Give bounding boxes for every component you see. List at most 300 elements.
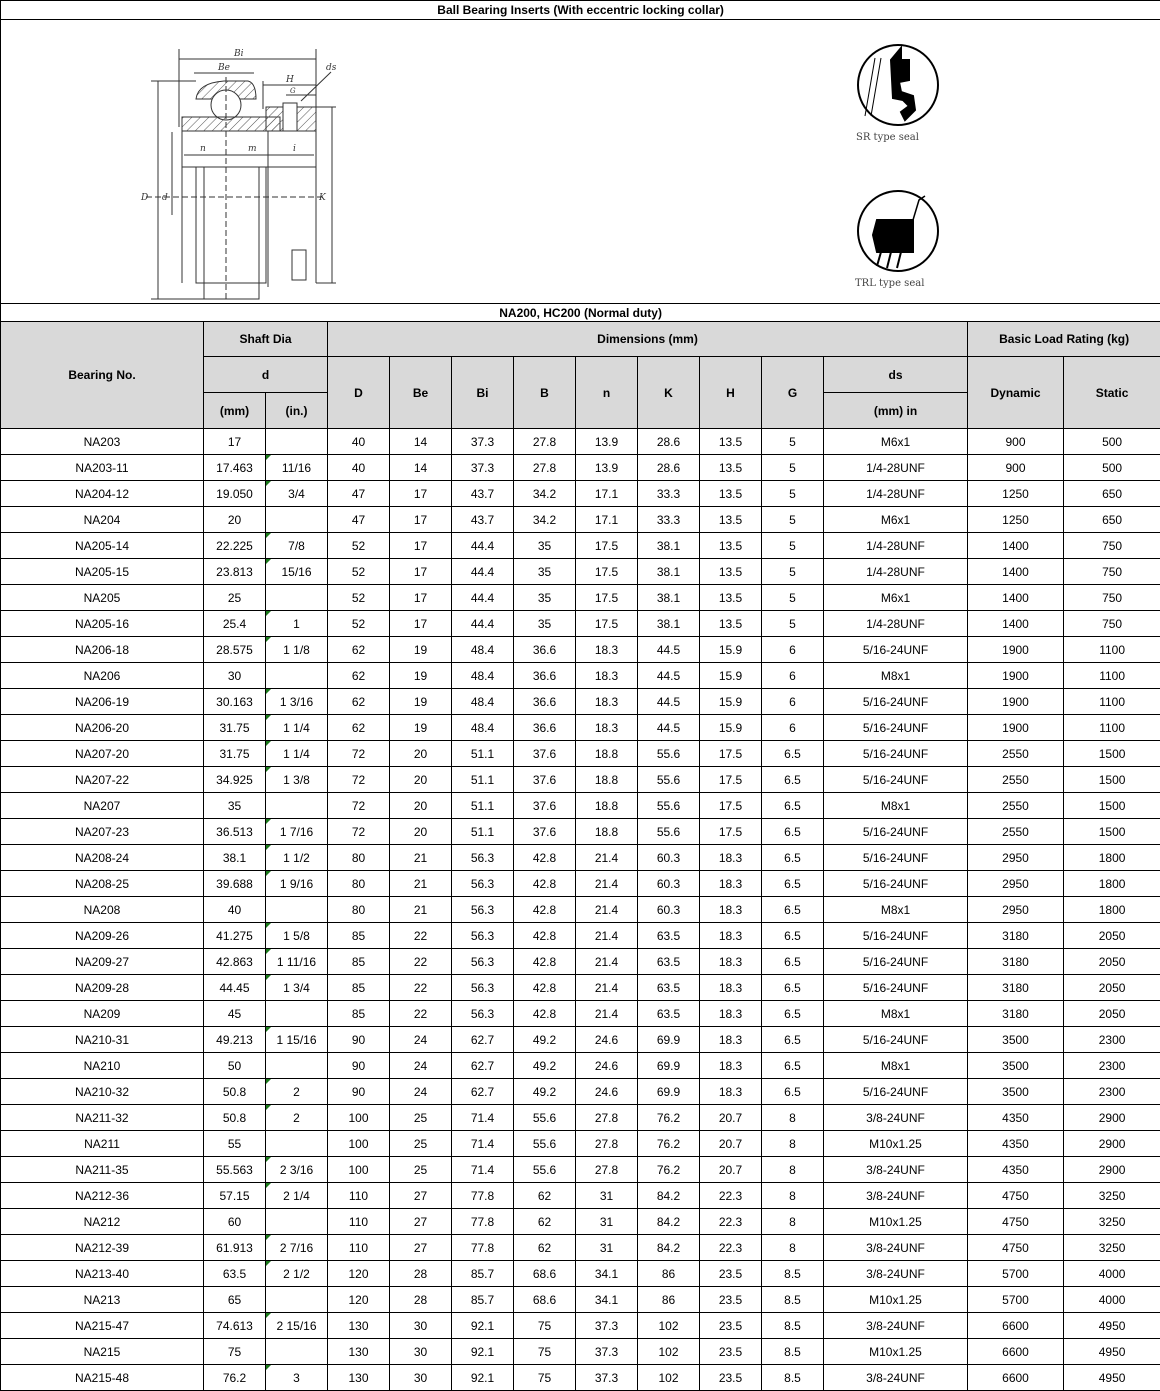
cell-bearing-no: NA207-23 [1,819,204,845]
cell-bearing-no: NA206-18 [1,637,204,663]
cell-D: 40 [328,429,390,455]
cell-H: 17.5 [700,767,762,793]
table-row [1,793,1160,819]
cell-B: 35 [514,559,576,585]
cell-B: 55.6 [514,1105,576,1131]
cell-D: 110 [328,1209,390,1235]
header-Bi: Bi [452,357,514,429]
cell-d-in [266,897,328,923]
table-row [1,1287,1160,1313]
cell-d-in [266,1209,328,1235]
cell-n: 13.9 [576,455,638,481]
cell-Be: 24 [390,1053,452,1079]
cell-B: 36.6 [514,663,576,689]
cell-Bi: 51.1 [452,793,514,819]
cell-K: 60.3 [638,845,700,871]
cell-K: 69.9 [638,1079,700,1105]
cell-G: 8 [762,1209,824,1235]
cell-static: 1100 [1064,663,1160,689]
cell-bearing-no: NA211-35 [1,1157,204,1183]
cell-static: 1100 [1064,637,1160,663]
cell-G: 5 [762,429,824,455]
cell-ds: M10x1.25 [824,1209,968,1235]
cell-K: 38.1 [638,585,700,611]
cell-Be: 28 [390,1261,452,1287]
table-row [1,1339,1160,1365]
cell-d-mm: 75 [204,1339,266,1365]
cell-d-mm: 49.213 [204,1027,266,1053]
cell-d-in: 2 1/2 [266,1261,328,1287]
cell-dynamic: 2550 [968,767,1064,793]
cell-G: 8 [762,1183,824,1209]
cell-d-mm: 40 [204,897,266,923]
cell-D: 72 [328,793,390,819]
cell-H: 13.5 [700,559,762,585]
cell-H: 13.5 [700,533,762,559]
cell-D: 110 [328,1235,390,1261]
cell-n: 17.5 [576,585,638,611]
table-row [1,585,1160,611]
cell-d-mm: 25.4 [204,611,266,637]
cell-K: 33.3 [638,507,700,533]
cell-Be: 14 [390,429,452,455]
cell-B: 75 [514,1339,576,1365]
cell-static: 750 [1064,611,1160,637]
cell-bearing-no: NA205-14 [1,533,204,559]
cell-B: 62 [514,1235,576,1261]
cell-D: 62 [328,637,390,663]
series-subtitle: NA200, HC200 (Normal duty) [1,304,1160,322]
cell-K: 55.6 [638,819,700,845]
cell-Be: 22 [390,923,452,949]
cell-d-mm: 55 [204,1131,266,1157]
cell-Bi: 71.4 [452,1157,514,1183]
cell-ds: 3/8-24UNF [824,1261,968,1287]
cell-dynamic: 4350 [968,1157,1064,1183]
cell-B: 42.8 [514,975,576,1001]
cell-B: 35 [514,585,576,611]
sr-seal-label: SR type seal [856,132,919,143]
cell-ds: M8x1 [824,663,968,689]
table-row [1,819,1160,845]
cell-static: 1500 [1064,767,1160,793]
cell-dynamic: 2550 [968,819,1064,845]
cell-G: 6.5 [762,1053,824,1079]
cell-dynamic: 1900 [968,637,1064,663]
cell-D: 80 [328,845,390,871]
cell-K: 44.5 [638,663,700,689]
cell-K: 86 [638,1261,700,1287]
cell-G: 5 [762,585,824,611]
cell-G: 5 [762,455,824,481]
cell-D: 120 [328,1261,390,1287]
cell-K: 38.1 [638,559,700,585]
cell-B: 42.8 [514,949,576,975]
table-row [1,949,1160,975]
cell-static: 650 [1064,507,1160,533]
cell-d-in: 1 7/16 [266,819,328,845]
cell-D: 90 [328,1027,390,1053]
cell-d-in [266,507,328,533]
cell-ds: M6x1 [824,429,968,455]
cell-ds: 1/4-28UNF [824,481,968,507]
cell-G: 8.5 [762,1313,824,1339]
cell-G: 8.5 [762,1365,824,1391]
cell-Be: 21 [390,897,452,923]
cell-Bi: 92.1 [452,1313,514,1339]
cell-H: 18.3 [700,897,762,923]
label-n: n [200,144,206,154]
cell-H: 17.5 [700,819,762,845]
cell-B: 34.2 [514,481,576,507]
cell-B: 34.2 [514,507,576,533]
cell-H: 23.5 [700,1261,762,1287]
cell-D: 62 [328,689,390,715]
cell-ds: 1/4-28UNF [824,559,968,585]
cell-n: 21.4 [576,897,638,923]
cell-d-mm: 65 [204,1287,266,1313]
cell-d-in: 1 3/4 [266,975,328,1001]
cell-d-in: 2 7/16 [266,1235,328,1261]
table-row [1,1157,1160,1183]
cell-B: 27.8 [514,429,576,455]
cell-d-in [266,1287,328,1313]
cell-bearing-no: NA210 [1,1053,204,1079]
cell-d-in: 1 1/2 [266,845,328,871]
cell-n: 21.4 [576,845,638,871]
cell-static: 2300 [1064,1053,1160,1079]
cell-K: 76.2 [638,1131,700,1157]
cell-n: 37.3 [576,1365,638,1391]
cell-n: 31 [576,1235,638,1261]
cell-d-mm: 28.575 [204,637,266,663]
cell-B: 55.6 [514,1157,576,1183]
cell-H: 23.5 [700,1365,762,1391]
cell-B: 42.8 [514,923,576,949]
cell-K: 63.5 [638,1001,700,1027]
cell-K: 55.6 [638,767,700,793]
cell-G: 6.5 [762,897,824,923]
cell-d-mm: 34.925 [204,767,266,793]
cell-H: 18.3 [700,949,762,975]
cell-d-in: 1 3/8 [266,767,328,793]
cell-static: 4950 [1064,1365,1160,1391]
cell-K: 38.1 [638,533,700,559]
cell-n: 27.8 [576,1105,638,1131]
cell-n: 27.8 [576,1157,638,1183]
cell-K: 60.3 [638,871,700,897]
cell-Be: 21 [390,845,452,871]
cell-ds: 1/4-28UNF [824,611,968,637]
cell-ds: M8x1 [824,897,968,923]
cell-dynamic: 1900 [968,715,1064,741]
cell-n: 31 [576,1209,638,1235]
cell-Bi: 92.1 [452,1365,514,1391]
trl-seal-label: TRL type seal [855,278,925,289]
cell-ds: M6x1 [824,507,968,533]
cell-dynamic: 4750 [968,1183,1064,1209]
label-be: Be [218,63,230,73]
table-row [1,455,1160,481]
cell-dynamic: 1250 [968,481,1064,507]
cell-Be: 22 [390,1001,452,1027]
cell-H: 18.3 [700,1053,762,1079]
cell-Bi: 71.4 [452,1131,514,1157]
cell-G: 6.5 [762,949,824,975]
cell-d-in [266,1339,328,1365]
table-row [1,1209,1160,1235]
cell-n: 17.1 [576,481,638,507]
bearing-cross-section-drawing [136,37,366,302]
cell-d-mm: 30.163 [204,689,266,715]
cell-dynamic: 4750 [968,1209,1064,1235]
cell-d-mm: 57.15 [204,1183,266,1209]
cell-B: 62 [514,1183,576,1209]
cell-Bi: 44.4 [452,559,514,585]
cell-bearing-no: NA211-32 [1,1105,204,1131]
cell-D: 100 [328,1131,390,1157]
cell-Be: 17 [390,611,452,637]
cell-ds: 1/4-28UNF [824,455,968,481]
cell-D: 80 [328,897,390,923]
cell-d-in [266,429,328,455]
cell-d-mm: 23.813 [204,559,266,585]
cell-d-mm: 19.050 [204,481,266,507]
cell-H: 15.9 [700,689,762,715]
cell-n: 34.1 [576,1261,638,1287]
cell-d-mm: 36.513 [204,819,266,845]
header-dimensions: Dimensions (mm) [328,322,968,357]
cell-G: 6.5 [762,975,824,1001]
cell-d-mm: 31.75 [204,715,266,741]
table-body [1,429,1160,1391]
cell-Be: 22 [390,949,452,975]
cell-K: 69.9 [638,1027,700,1053]
cell-B: 49.2 [514,1027,576,1053]
cell-H: 15.9 [700,637,762,663]
drawing-area [1,20,1160,304]
cell-dynamic: 3500 [968,1079,1064,1105]
cell-static: 750 [1064,585,1160,611]
cell-dynamic: 3180 [968,923,1064,949]
cell-ds: 5/16-24UNF [824,741,968,767]
cell-Bi: 44.4 [452,585,514,611]
cell-D: 85 [328,923,390,949]
cell-Be: 21 [390,871,452,897]
cell-B: 35 [514,533,576,559]
cell-K: 28.6 [638,455,700,481]
cell-Bi: 48.4 [452,637,514,663]
cell-n: 13.9 [576,429,638,455]
table-row [1,637,1160,663]
header-dynamic: Dynamic [968,357,1064,429]
cell-d-mm: 74.613 [204,1313,266,1339]
cell-ds: 5/16-24UNF [824,923,968,949]
cell-static: 1800 [1064,871,1160,897]
cell-static: 750 [1064,533,1160,559]
cell-d-in: 1 1/4 [266,715,328,741]
cell-G: 6.5 [762,845,824,871]
cell-H: 23.5 [700,1313,762,1339]
cell-D: 110 [328,1183,390,1209]
cell-D: 72 [328,741,390,767]
cell-ds: 3/8-24UNF [824,1183,968,1209]
cell-G: 8 [762,1105,824,1131]
cell-Bi: 37.3 [452,429,514,455]
cell-ds: 5/16-24UNF [824,637,968,663]
cell-K: 76.2 [638,1157,700,1183]
header-ds-unit: (mm) in [824,393,968,429]
header-Be: Be [390,357,452,429]
cell-ds: 3/8-24UNF [824,1365,968,1391]
cell-ds: 5/16-24UNF [824,715,968,741]
cell-K: 63.5 [638,975,700,1001]
cell-G: 5 [762,611,824,637]
cell-static: 1100 [1064,715,1160,741]
cell-Be: 27 [390,1183,452,1209]
cell-D: 52 [328,559,390,585]
cell-B: 49.2 [514,1053,576,1079]
header-ds: ds [824,357,968,393]
cell-d-in: 1 11/16 [266,949,328,975]
cell-Bi: 56.3 [452,949,514,975]
cell-Bi: 56.3 [452,871,514,897]
cell-D: 120 [328,1287,390,1313]
label-i: i [293,144,296,154]
cell-D: 130 [328,1339,390,1365]
cell-G: 5 [762,533,824,559]
cell-K: 28.6 [638,429,700,455]
cell-Be: 14 [390,455,452,481]
cell-D: 47 [328,507,390,533]
cell-dynamic: 1400 [968,611,1064,637]
cell-Be: 28 [390,1287,452,1313]
cell-Bi: 56.3 [452,845,514,871]
cell-bearing-no: NA210-32 [1,1079,204,1105]
cell-dynamic: 5700 [968,1287,1064,1313]
cell-ds: M10x1.25 [824,1131,968,1157]
cell-K: 63.5 [638,923,700,949]
cell-n: 18.8 [576,793,638,819]
cell-dynamic: 1900 [968,663,1064,689]
cell-n: 18.3 [576,715,638,741]
cell-D: 85 [328,949,390,975]
cell-Be: 20 [390,767,452,793]
cell-Be: 17 [390,507,452,533]
cell-Bi: 77.8 [452,1209,514,1235]
cell-dynamic: 4350 [968,1105,1064,1131]
cell-G: 5 [762,559,824,585]
cell-bearing-no: NA212-39 [1,1235,204,1261]
table-row [1,1053,1160,1079]
cell-H: 18.3 [700,1027,762,1053]
cell-D: 85 [328,975,390,1001]
cell-H: 15.9 [700,663,762,689]
cell-n: 17.5 [576,611,638,637]
cell-K: 102 [638,1339,700,1365]
cell-d-mm: 20 [204,507,266,533]
cell-n: 18.3 [576,689,638,715]
cell-static: 4950 [1064,1339,1160,1365]
cell-H: 20.7 [700,1105,762,1131]
cell-B: 49.2 [514,1079,576,1105]
cell-Bi: 48.4 [452,715,514,741]
table-row [1,1001,1160,1027]
cell-Be: 17 [390,533,452,559]
cell-G: 6.5 [762,871,824,897]
table-row [1,559,1160,585]
cell-dynamic: 3500 [968,1027,1064,1053]
cell-G: 6.5 [762,1027,824,1053]
table-row [1,1313,1160,1339]
cell-B: 42.8 [514,1001,576,1027]
cell-static: 1100 [1064,689,1160,715]
cell-D: 85 [328,1001,390,1027]
cell-bearing-no: NA213 [1,1287,204,1313]
label-m: m [248,144,257,154]
label-ds: ds [326,63,337,73]
cell-H: 13.5 [700,455,762,481]
cell-G: 6 [762,663,824,689]
table-row [1,663,1160,689]
cell-K: 69.9 [638,1053,700,1079]
label-K: K [319,193,326,203]
cell-Bi: 51.1 [452,741,514,767]
cell-d-in: 2 3/16 [266,1157,328,1183]
cell-H: 18.3 [700,1001,762,1027]
cell-Bi: 62.7 [452,1027,514,1053]
cell-Be: 30 [390,1339,452,1365]
cell-bearing-no: NA212-36 [1,1183,204,1209]
cell-dynamic: 6600 [968,1313,1064,1339]
cell-K: 55.6 [638,793,700,819]
cell-static: 2300 [1064,1079,1160,1105]
cell-G: 6.5 [762,819,824,845]
cell-d-mm: 35 [204,793,266,819]
cell-K: 44.5 [638,637,700,663]
header-H: H [700,357,762,429]
header-G: G [762,357,824,429]
cell-D: 80 [328,871,390,897]
cell-n: 21.4 [576,949,638,975]
cell-B: 35 [514,611,576,637]
cell-B: 37.6 [514,819,576,845]
cell-d-mm: 41.275 [204,923,266,949]
cell-d-mm: 55.563 [204,1157,266,1183]
cell-d-in: 2 [266,1079,328,1105]
cell-dynamic: 3180 [968,949,1064,975]
cell-Bi: 92.1 [452,1339,514,1365]
header-bearing-no: Bearing No. [1,322,204,429]
cell-d-mm: 39.688 [204,871,266,897]
cell-d-mm: 50.8 [204,1105,266,1131]
cell-ds: 1/4-28UNF [824,533,968,559]
cell-K: 102 [638,1313,700,1339]
cell-ds: 5/16-24UNF [824,689,968,715]
table-row [1,923,1160,949]
header-n: n [576,357,638,429]
cell-D: 52 [328,585,390,611]
table-row [1,767,1160,793]
cell-static: 1800 [1064,897,1160,923]
cell-Bi: 85.7 [452,1261,514,1287]
cell-Bi: 62.7 [452,1053,514,1079]
cell-bearing-no: NA215-47 [1,1313,204,1339]
cell-d-in [266,585,328,611]
cell-Bi: 44.4 [452,533,514,559]
cell-d-mm: 31.75 [204,741,266,767]
cell-K: 102 [638,1365,700,1391]
